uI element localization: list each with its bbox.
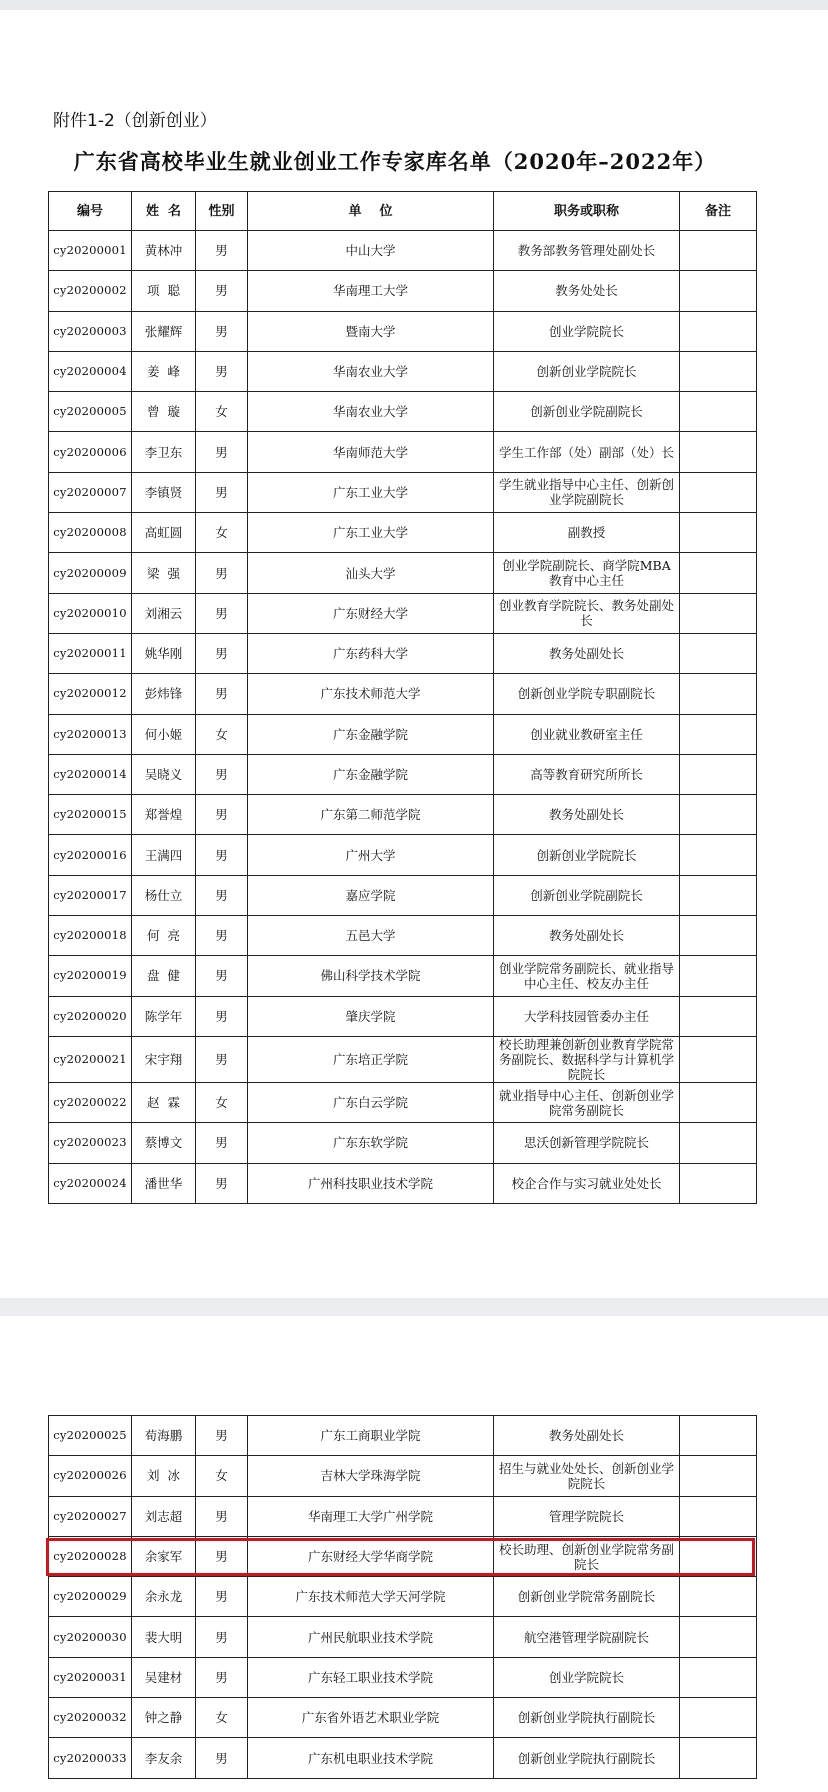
- cell-title: 校企合作与实习就业处处长: [494, 1163, 680, 1203]
- table-row: [49, 1698, 757, 1738]
- cell-unit: 广东东软学院: [248, 1123, 494, 1163]
- cell-name: 王满四: [132, 835, 196, 875]
- cell-unit: 广州民航职业技术学院: [248, 1617, 494, 1657]
- cell-gender: 男: [196, 996, 248, 1036]
- table-row: [49, 311, 757, 351]
- cell-no: cy20200010: [49, 593, 132, 633]
- col-header-remark: 备注: [680, 192, 757, 231]
- cell-unit: 华南理工大学广州学院: [248, 1496, 494, 1536]
- cell-remark: [680, 472, 757, 512]
- cell-name: 梁 强: [132, 553, 196, 593]
- table-row: [49, 1163, 757, 1203]
- cell-remark: [680, 795, 757, 835]
- cell-remark: [680, 513, 757, 553]
- cell-title: 教务处副处长: [494, 633, 680, 673]
- cell-no: cy20200015: [49, 795, 132, 835]
- table-row: [49, 1577, 757, 1617]
- cell-no: cy20200027: [49, 1496, 132, 1536]
- col-header-title: 职务或职称: [494, 192, 680, 231]
- cell-name: 刘志超: [132, 1496, 196, 1536]
- cell-remark: [680, 875, 757, 915]
- cell-unit: 广东金融学院: [248, 754, 494, 794]
- cell-gender: 男: [196, 1416, 248, 1456]
- cell-title: 教务处副处长: [494, 795, 680, 835]
- col-header-unit: 单 位: [248, 192, 494, 231]
- cell-remark: [680, 1617, 757, 1657]
- cell-no: cy20200001: [49, 231, 132, 271]
- cell-gender: 男: [196, 1536, 248, 1576]
- cell-title: 创新创业学院副院长: [494, 875, 680, 915]
- cell-no: cy20200023: [49, 1123, 132, 1163]
- cell-name: 钟之静: [132, 1698, 196, 1738]
- cell-name: 李友余: [132, 1738, 196, 1778]
- cell-name: 盘 健: [132, 956, 196, 996]
- table-row: [49, 754, 757, 794]
- cell-name: 余家军: [132, 1536, 196, 1576]
- cell-gender: 男: [196, 593, 248, 633]
- table-row: [49, 674, 757, 714]
- col-header-gender: 性别: [196, 192, 248, 231]
- cell-unit: 嘉应学院: [248, 875, 494, 915]
- cell-name: 何 亮: [132, 916, 196, 956]
- cell-title: 学生就业指导中心主任、创新创业学院副院长: [494, 472, 680, 512]
- cell-title: 创新创业学院专职副院长: [494, 674, 680, 714]
- cell-no: cy20200032: [49, 1698, 132, 1738]
- cell-unit: 广东财经大学: [248, 593, 494, 633]
- cell-title: 创新创业学院院长: [494, 351, 680, 391]
- table-row: [49, 714, 757, 754]
- cell-title: 创新创业学院常务副院长: [494, 1577, 680, 1617]
- cell-title: 高等教育研究所所长: [494, 754, 680, 794]
- page-title: 广东省高校毕业生就业创业工作专家库名单（2020年–2022年）: [73, 149, 717, 174]
- cell-remark: [680, 714, 757, 754]
- cell-gender: 男: [196, 754, 248, 794]
- cell-no: cy20200007: [49, 472, 132, 512]
- cell-unit: 广东药科大学: [248, 633, 494, 673]
- cell-remark: [680, 1416, 757, 1456]
- cell-no: cy20200013: [49, 714, 132, 754]
- cell-title: 校长助理、创新创业学院常务副院长: [494, 1536, 680, 1576]
- cell-no: cy20200004: [49, 351, 132, 391]
- cell-name: 李镇贤: [132, 472, 196, 512]
- cell-unit: 广东培正学院: [248, 1036, 494, 1082]
- attachment-label: 附件1-2（创新创业）: [53, 111, 217, 131]
- table-row: [49, 271, 757, 311]
- cell-unit: 暨南大学: [248, 311, 494, 351]
- cell-remark: [680, 754, 757, 794]
- cell-gender: 男: [196, 271, 248, 311]
- table-body-page-2: [49, 1416, 757, 1779]
- cell-no: cy20200006: [49, 432, 132, 472]
- table-row: [49, 472, 757, 512]
- cell-unit: 广东轻工职业技术学院: [248, 1657, 494, 1697]
- cell-unit: 肇庆学院: [248, 996, 494, 1036]
- table-row: [49, 553, 757, 593]
- table-row: [49, 593, 757, 633]
- cell-no: cy20200031: [49, 1657, 132, 1697]
- cell-no: cy20200018: [49, 916, 132, 956]
- cell-gender: 女: [196, 392, 248, 432]
- cell-unit: 华南师范大学: [248, 432, 494, 472]
- cell-unit: 中山大学: [248, 231, 494, 271]
- cell-name: 裴大明: [132, 1617, 196, 1657]
- cell-title: 创业学院院长: [494, 311, 680, 351]
- cell-no: cy20200025: [49, 1416, 132, 1456]
- cell-remark: [680, 1082, 757, 1122]
- cell-title: 创新创业学院执行副院长: [494, 1698, 680, 1738]
- cell-unit: 广东工业大学: [248, 513, 494, 553]
- cell-unit: 华南农业大学: [248, 351, 494, 391]
- cell-unit: 华南农业大学: [248, 392, 494, 432]
- table-row: [49, 392, 757, 432]
- cell-remark: [680, 432, 757, 472]
- cell-name: 陈学年: [132, 996, 196, 1036]
- cell-gender: 男: [196, 1657, 248, 1697]
- cell-no: cy20200028: [49, 1536, 132, 1576]
- cell-name: 郑誉煌: [132, 795, 196, 835]
- cell-unit: 吉林大学珠海学院: [248, 1456, 494, 1496]
- expert-table-page-2: [48, 1415, 757, 1779]
- cell-gender: 男: [196, 231, 248, 271]
- cell-name: 曾 璇: [132, 392, 196, 432]
- cell-no: cy20200029: [49, 1577, 132, 1617]
- cell-unit: 广东工业大学: [248, 472, 494, 512]
- cell-no: cy20200014: [49, 754, 132, 794]
- table-row: [49, 513, 757, 553]
- cell-gender: 女: [196, 513, 248, 553]
- cell-name: 刘 冰: [132, 1456, 196, 1496]
- col-header-no: 编号: [49, 192, 132, 231]
- cell-gender: 男: [196, 674, 248, 714]
- cell-name: 彭炜锋: [132, 674, 196, 714]
- cell-remark: [680, 1738, 757, 1778]
- cell-gender: 男: [196, 956, 248, 996]
- cell-gender: 男: [196, 916, 248, 956]
- cell-remark: [680, 271, 757, 311]
- cell-gender: 男: [196, 1738, 248, 1778]
- cell-gender: 男: [196, 633, 248, 673]
- cell-no: cy20200011: [49, 633, 132, 673]
- cell-unit: 汕头大学: [248, 553, 494, 593]
- cell-gender: 男: [196, 1123, 248, 1163]
- cell-name: 李卫东: [132, 432, 196, 472]
- cell-name: 高虹圆: [132, 513, 196, 553]
- table-row: [49, 432, 757, 472]
- cell-title: 副教授: [494, 513, 680, 553]
- expert-table-page-1: [48, 191, 757, 1204]
- cell-gender: 女: [196, 1698, 248, 1738]
- cell-remark: [680, 1496, 757, 1536]
- cell-title: 创新创业学院执行副院长: [494, 1738, 680, 1778]
- cell-no: cy20200033: [49, 1738, 132, 1778]
- cell-unit: 广东第二师范学院: [248, 795, 494, 835]
- cell-name: 余永龙: [132, 1577, 196, 1617]
- cell-remark: [680, 231, 757, 271]
- cell-name: 吴晓义: [132, 754, 196, 794]
- cell-title: 创新创业学院院长: [494, 835, 680, 875]
- table-row: [49, 795, 757, 835]
- cell-remark: [680, 1577, 757, 1617]
- cell-name: 赵 霖: [132, 1082, 196, 1122]
- cell-title: 教务处副处长: [494, 916, 680, 956]
- cell-title: 创业学院常务副院长、就业指导中心主任、校友办主任: [494, 956, 680, 996]
- cell-no: cy20200017: [49, 875, 132, 915]
- cell-unit: 广东白云学院: [248, 1082, 494, 1122]
- cell-unit: 广东工商职业学院: [248, 1416, 494, 1456]
- cell-gender: 女: [196, 1456, 248, 1496]
- cell-unit: 佛山科学技术学院: [248, 956, 494, 996]
- cell-gender: 男: [196, 1163, 248, 1203]
- table-header-row: [49, 192, 757, 231]
- cell-no: cy20200003: [49, 311, 132, 351]
- cell-gender: 男: [196, 1496, 248, 1536]
- cell-no: cy20200002: [49, 271, 132, 311]
- table-row: [49, 351, 757, 391]
- cell-remark: [680, 674, 757, 714]
- col-header-name: 姓 名: [132, 192, 196, 231]
- cell-title: 教务处处长: [494, 271, 680, 311]
- cell-title: 思沃创新管理学院院长: [494, 1123, 680, 1163]
- table-row: [49, 875, 757, 915]
- cell-name: 蔡博文: [132, 1123, 196, 1163]
- cell-remark: [680, 553, 757, 593]
- table-row: [49, 956, 757, 996]
- cell-unit: 广东技术师范大学天河学院: [248, 1577, 494, 1617]
- table-row: [49, 1617, 757, 1657]
- table-row: [49, 1657, 757, 1697]
- cell-unit: 华南理工大学: [248, 271, 494, 311]
- cell-remark: [680, 392, 757, 432]
- cell-title: 创业就业教研室主任: [494, 714, 680, 754]
- cell-remark: [680, 633, 757, 673]
- cell-gender: 男: [196, 311, 248, 351]
- cell-name: 项 聪: [132, 271, 196, 311]
- cell-no: cy20200020: [49, 996, 132, 1036]
- cell-name: 黄林冲: [132, 231, 196, 271]
- cell-no: cy20200005: [49, 392, 132, 432]
- cell-gender: 男: [196, 1617, 248, 1657]
- cell-no: cy20200012: [49, 674, 132, 714]
- cell-no: cy20200008: [49, 513, 132, 553]
- table-row: [49, 633, 757, 673]
- cell-gender: 男: [196, 553, 248, 593]
- cell-remark: [680, 1123, 757, 1163]
- cell-name: 荀海鹏: [132, 1416, 196, 1456]
- cell-unit: 广东机电职业技术学院: [248, 1738, 494, 1778]
- cell-gender: 男: [196, 795, 248, 835]
- cell-remark: [680, 956, 757, 996]
- cell-remark: [680, 916, 757, 956]
- cell-unit: 广东技术师范大学: [248, 674, 494, 714]
- table-row: [49, 1123, 757, 1163]
- cell-remark: [680, 835, 757, 875]
- cell-title: 航空港管理学院副院长: [494, 1617, 680, 1657]
- cell-gender: 男: [196, 1036, 248, 1082]
- cell-remark: [680, 1657, 757, 1697]
- table-row: [49, 916, 757, 956]
- cell-unit: 五邑大学: [248, 916, 494, 956]
- cell-unit: 广东财经大学华商学院: [248, 1536, 494, 1576]
- cell-title: 招生与就业处处长、创新创业学院院长: [494, 1456, 680, 1496]
- cell-name: 吴建材: [132, 1657, 196, 1697]
- cell-title: 教务处副处长: [494, 1416, 680, 1456]
- cell-title: 创业学院副院长、商学院MBA教育中心主任: [494, 553, 680, 593]
- cell-gender: 男: [196, 472, 248, 512]
- table-row: [49, 1456, 757, 1496]
- cell-name: 姚华刚: [132, 633, 196, 673]
- cell-remark: [680, 996, 757, 1036]
- cell-gender: 男: [196, 432, 248, 472]
- cell-title: 就业指导中心主任、创新创业学院常务副院长: [494, 1082, 680, 1122]
- cell-remark: [680, 351, 757, 391]
- cell-unit: 广东省外语艺术职业学院: [248, 1698, 494, 1738]
- cell-gender: 男: [196, 835, 248, 875]
- cell-title: 大学科技园管委办主任: [494, 996, 680, 1036]
- cell-gender: 男: [196, 875, 248, 915]
- cell-no: cy20200021: [49, 1036, 132, 1082]
- cell-remark: [680, 1036, 757, 1082]
- cell-unit: 广州科技职业技术学院: [248, 1163, 494, 1203]
- cell-title: 创新创业学院副院长: [494, 392, 680, 432]
- cell-title: 管理学院院长: [494, 1496, 680, 1536]
- table-row: [49, 1082, 757, 1122]
- cell-title: 教务部教务管理处副处长: [494, 231, 680, 271]
- cell-title: 学生工作部（处）副部（处）长: [494, 432, 680, 472]
- table-row: [49, 835, 757, 875]
- cell-gender: 女: [196, 1082, 248, 1122]
- cell-name: 何小姬: [132, 714, 196, 754]
- table-body-page-1: [49, 231, 757, 1204]
- cell-name: 姜 峰: [132, 351, 196, 391]
- cell-no: cy20200030: [49, 1617, 132, 1657]
- cell-gender: 男: [196, 1577, 248, 1617]
- cell-title: 校长助理兼创新创业教育学院常务副院长、数据科学与计算机学院院长: [494, 1036, 680, 1082]
- cell-name: 张耀辉: [132, 311, 196, 351]
- cell-remark: [680, 593, 757, 633]
- cell-unit: 广州大学: [248, 835, 494, 875]
- viewer-top-strip: [0, 0, 828, 10]
- cell-no: cy20200024: [49, 1163, 132, 1203]
- cell-title: 创业学院院长: [494, 1657, 680, 1697]
- cell-title: 创业教育学院院长、教务处副处长: [494, 593, 680, 633]
- cell-remark: [680, 1698, 757, 1738]
- cell-remark: [680, 1456, 757, 1496]
- cell-name: 刘湘云: [132, 593, 196, 633]
- table-row: [49, 996, 757, 1036]
- cell-name: 杨仕立: [132, 875, 196, 915]
- cell-no: cy20200016: [49, 835, 132, 875]
- cell-no: cy20200009: [49, 553, 132, 593]
- cell-no: cy20200019: [49, 956, 132, 996]
- cell-name: 潘世华: [132, 1163, 196, 1203]
- cell-remark: [680, 1163, 757, 1203]
- table-row: [49, 1416, 757, 1456]
- table-row: [49, 1738, 757, 1778]
- cell-gender: 男: [196, 351, 248, 391]
- cell-no: cy20200026: [49, 1456, 132, 1496]
- table-row: [49, 231, 757, 271]
- cell-remark: [680, 311, 757, 351]
- highlight-box: [46, 1538, 755, 1576]
- table-row: [49, 1036, 757, 1082]
- cell-gender: 女: [196, 714, 248, 754]
- cell-name: 宋宇翔: [132, 1036, 196, 1082]
- cell-no: cy20200022: [49, 1082, 132, 1122]
- cell-unit: 广东金融学院: [248, 714, 494, 754]
- table-row: [49, 1496, 757, 1536]
